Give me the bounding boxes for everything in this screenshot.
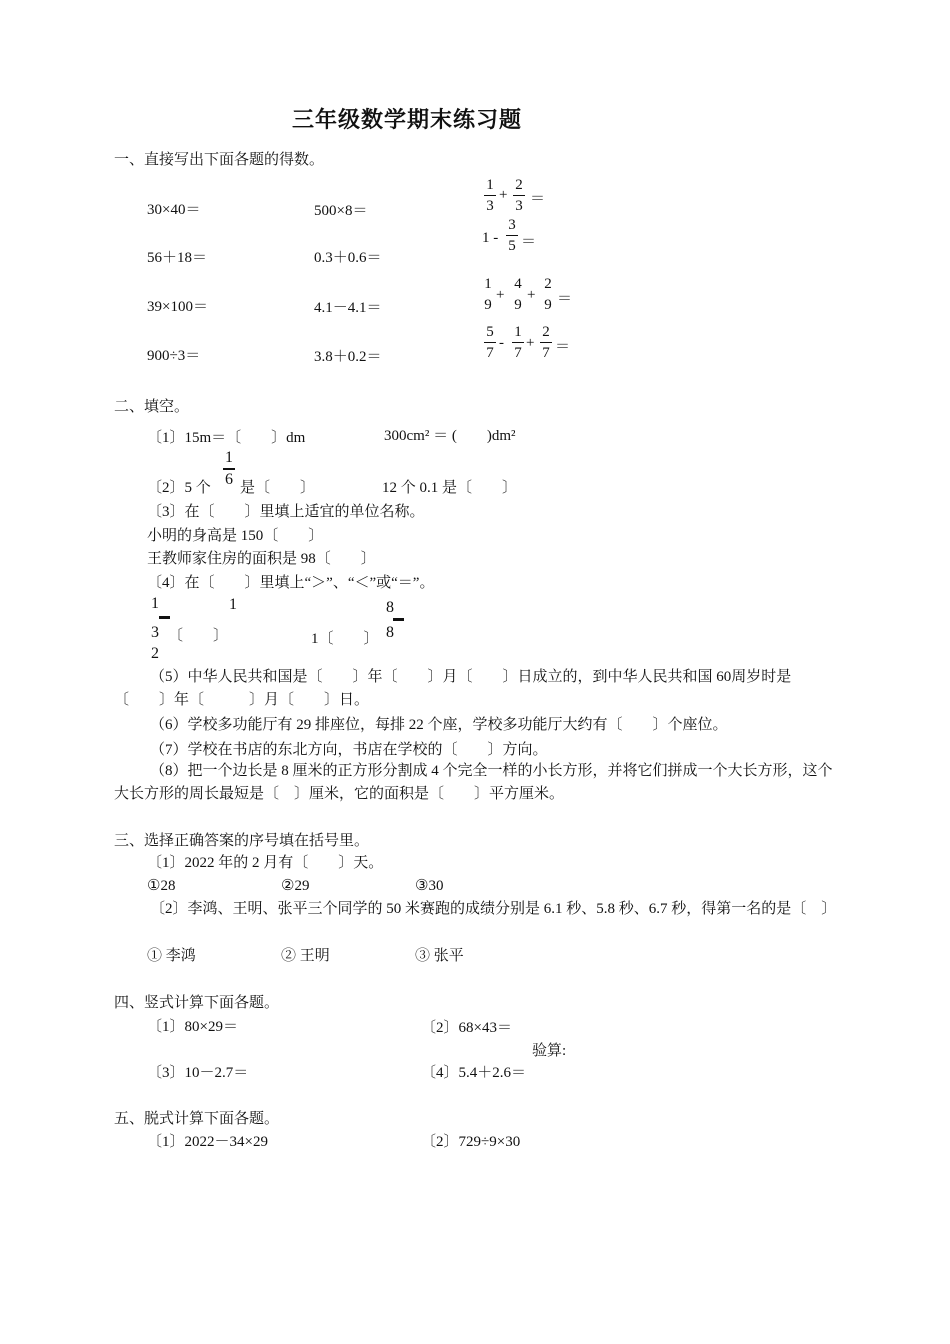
- fraction-numerator: 1: [486, 177, 494, 193]
- fraction: [513, 176, 525, 215]
- s1-col2-item: 500×8＝: [314, 203, 368, 219]
- fraction-bar: [512, 342, 524, 343]
- s2-q2a-post: 是〔 〕: [240, 480, 316, 496]
- operator: -: [499, 335, 504, 351]
- s1-col1-item: 39×100＝: [147, 299, 208, 315]
- fraction: [512, 323, 524, 362]
- s1-col2-item: 4.1－4.1＝: [314, 300, 382, 316]
- fraction-denominator: 9: [484, 297, 492, 313]
- s1-col2-item: 0.3＋0.6＝: [314, 250, 382, 266]
- s2-q7: （7）学校在书店的东北方向，书店在学校的〔 〕方向。: [150, 742, 548, 758]
- fraction-denominator: 6: [225, 471, 233, 488]
- operator: +: [496, 287, 505, 303]
- fraction-numerator: 1: [514, 324, 522, 340]
- fraction-numerator: 4: [514, 276, 522, 292]
- fraction-denominator: 9: [544, 297, 552, 313]
- s3-q1-option: ②29: [281, 878, 310, 894]
- s3-q1-option: ③30: [415, 878, 444, 894]
- fraction-numerator: 2: [544, 276, 552, 292]
- section-3-heading: 三、选择正确答案的序号填在括号里。: [114, 833, 370, 849]
- fraction: [484, 176, 496, 215]
- q4-one: 1: [229, 596, 237, 613]
- s1-col1-item: 30×40＝: [147, 202, 201, 218]
- q4-frac3-denominator: 8: [386, 624, 394, 641]
- fraction: [542, 275, 554, 314]
- fraction: [540, 323, 552, 362]
- s2-q1b: 300cm² ＝ ( )dm²: [384, 428, 516, 444]
- section-4-heading: 四、竖式计算下面各题。: [114, 995, 280, 1011]
- section-2-heading: 二、填空。: [114, 399, 190, 415]
- fraction: [482, 275, 494, 314]
- fraction-denominator: 7: [514, 345, 522, 361]
- fraction-numerator: 2: [542, 324, 550, 340]
- fraction-denominator: 7: [542, 345, 550, 361]
- fraction-denominator: 5: [508, 238, 516, 254]
- fraction-numerator: 1: [484, 276, 492, 292]
- s2-q5: （5）中华人民共和国是〔 〕年〔 〕月〔 〕日成立的，到中华人民共和国 60周岁时是〔 〕年〔 〕月〔 〕日。: [114, 669, 792, 708]
- fraction-bar: [159, 616, 170, 619]
- s2-q8: （8）把一个边长是 8 厘米的正方形分割成 4 个完全一样的小长方形，并将它们拼成一个大长方形，这个大长方形的周长最短是〔 〕厘米，它的面积是〔 〕平方厘米。: [114, 763, 833, 802]
- s2-q4: 〔4〕在〔 〕里填上“＞”、“＜”或“＝”。: [147, 575, 435, 591]
- s2-q3: 〔3〕在〔 〕里填上适宜的单位名称。: [147, 504, 425, 520]
- s4-q4: 〔4〕5.4＋2.6＝: [421, 1065, 527, 1081]
- s3-q2: 〔2〕李鸿、王明、张平三个同学的 50 米赛跑的成绩分别是 6.1 秒、5.8 秒、6.7 秒，得第一名的是〔 〕: [150, 901, 837, 917]
- fraction-bar: [506, 235, 518, 236]
- fraction-denominator: 7: [486, 345, 494, 361]
- fraction: [223, 449, 235, 489]
- fraction-bar: [513, 195, 525, 196]
- equals: ＝: [521, 234, 537, 250]
- fraction: [484, 323, 496, 362]
- s2-q2a-pre: 〔2〕5 个: [147, 480, 211, 496]
- fraction: [512, 275, 524, 314]
- s2-q1a: 〔1〕15m＝〔 〕dm: [147, 430, 306, 446]
- s2-q6: （6）学校多功能厅有 29 排座位，每排 22 个座，学校多功能厅大约有〔 〕个座位。: [150, 717, 728, 733]
- equals: ＝: [530, 191, 546, 207]
- fraction-denominator: 9: [514, 297, 522, 313]
- fraction-bar: [484, 342, 496, 343]
- s2-q3a: 小明的身高是 150〔 〕: [147, 528, 324, 544]
- operator: +: [499, 187, 508, 203]
- s1-col2-item: 3.8＋0.2＝: [314, 349, 382, 365]
- fraction-bar: [482, 294, 494, 295]
- section-1-heading: 一、直接写出下面各题的得数。: [114, 152, 325, 168]
- s1-col1-item: 56＋18＝: [147, 250, 208, 266]
- s4-q2: 〔2〕68×43＝: [421, 1020, 512, 1036]
- page-title: 三年级数学期末练习题: [292, 107, 523, 132]
- q4-bracket-1: 〔 〕: [168, 628, 229, 644]
- s5-q2: 〔2〕729÷9×30: [421, 1134, 521, 1150]
- fraction-bar: [484, 195, 496, 196]
- fraction-numerator: 3: [508, 217, 516, 233]
- s3-q1: 〔1〕2022 年的 2 月有〔 〕天。: [147, 855, 384, 871]
- s1-col1-item: 900÷3＝: [147, 348, 201, 364]
- s5-q1: 〔1〕2022－34×29: [147, 1134, 268, 1150]
- s4-check-label: 验算:: [532, 1043, 567, 1059]
- q4-frac1-denominator-2: 2: [151, 645, 159, 662]
- s4-q1: 〔1〕80×29＝: [147, 1019, 238, 1035]
- q4-frac3-numerator: 8: [386, 599, 394, 616]
- s3-q2-option: ③ 张平: [415, 948, 464, 964]
- fraction-bar: [393, 618, 404, 621]
- section-5-heading: 五、脱式计算下面各题。: [114, 1111, 280, 1127]
- s3-q2-option: ② 王明: [281, 948, 330, 964]
- s2-q2b: 12 个 0.1 是〔 〕: [382, 480, 518, 496]
- s2-q3b: 王教师家住房的面积是 98〔 〕: [147, 551, 376, 567]
- fraction-bar: [512, 294, 524, 295]
- q4-item-2: 1〔 〕: [311, 631, 379, 647]
- operator: +: [527, 287, 536, 303]
- lead-term: 1 -: [482, 230, 499, 246]
- fraction: [506, 216, 518, 255]
- operator: +: [526, 335, 535, 351]
- s3-q2-option: ① 李鸿: [147, 948, 196, 964]
- fraction-bar: [223, 468, 235, 470]
- fraction-numerator: 2: [515, 177, 523, 193]
- s3-q1-option: ①28: [147, 878, 176, 894]
- fraction-bar: [542, 294, 554, 295]
- fraction-denominator: 3: [486, 198, 494, 214]
- equals: ＝: [557, 291, 573, 307]
- fraction-bar: [540, 342, 552, 343]
- q4-frac1-numerator: 1: [151, 595, 159, 612]
- s4-q3: 〔3〕10－2.7＝: [147, 1065, 249, 1081]
- fraction-numerator: 1: [225, 449, 233, 466]
- q4-frac1-denominator: 3: [151, 624, 159, 641]
- fraction-numerator: 5: [486, 324, 494, 340]
- fraction-denominator: 3: [515, 198, 523, 214]
- equals: ＝: [555, 339, 571, 355]
